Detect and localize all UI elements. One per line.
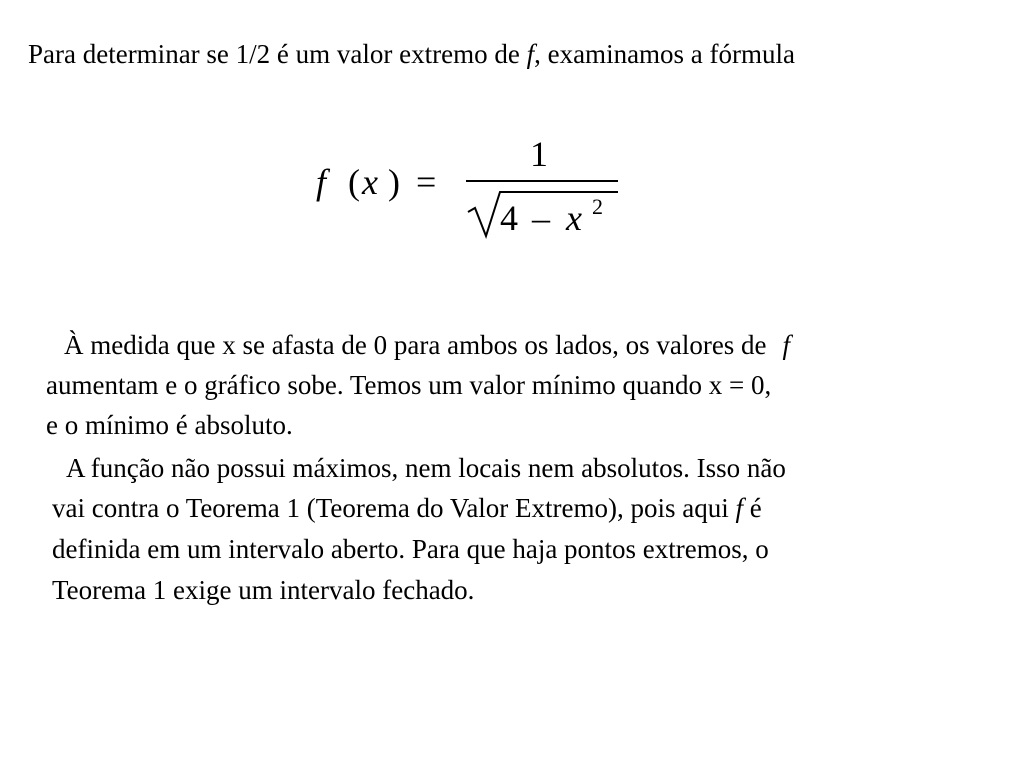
p2-line2 (52, 492, 762, 524)
formula-close-paren: ) (388, 162, 400, 202)
formula-exponent: 2 (592, 194, 603, 219)
p1-line1 (64, 329, 790, 361)
formula-radicand-var: x (566, 198, 582, 238)
intro-text-after: , examinamos a fórmula (534, 39, 796, 69)
formula-numerator: 1 (530, 134, 548, 174)
formula-open-paren: ( (348, 162, 360, 202)
formula-f: f (316, 162, 327, 202)
p2-line2-after: é (743, 493, 762, 523)
p1-line3: e o mínimo é absoluto. (46, 410, 293, 440)
formula-radicand-const: 4 (500, 198, 518, 238)
function-symbol: f (526, 39, 535, 69)
formula-equals: = (416, 162, 437, 202)
intro-text-before: Para determinar se 1/2 é um valor extremo de (28, 39, 527, 69)
p2-line4: Teorema 1 exige um intervalo fechado. (52, 575, 475, 605)
formula-x: x (362, 162, 378, 202)
p2-line3: definida em um intervalo aberto. Para que haja pontos extremos, o (52, 534, 769, 564)
formula-minus: – (532, 198, 550, 238)
intro-line (28, 38, 795, 70)
p1-line1-text: À medida que x se afasta de 0 para ambos os lados, os valores de (64, 330, 767, 360)
formula (300, 120, 640, 260)
p2-line2-before: vai contra o Teorema 1 (Teorema do Valor Extremo), pois aqui (52, 493, 736, 523)
p2-line1: A função não possui máximos, nem locais nem absolutos. Isso não (66, 453, 786, 483)
p1-line2: aumentam e o gráfico sobe. Temos um valor mínimo quando x = 0, (46, 370, 772, 400)
function-symbol: f (735, 493, 744, 523)
function-symbol: f (782, 330, 791, 360)
